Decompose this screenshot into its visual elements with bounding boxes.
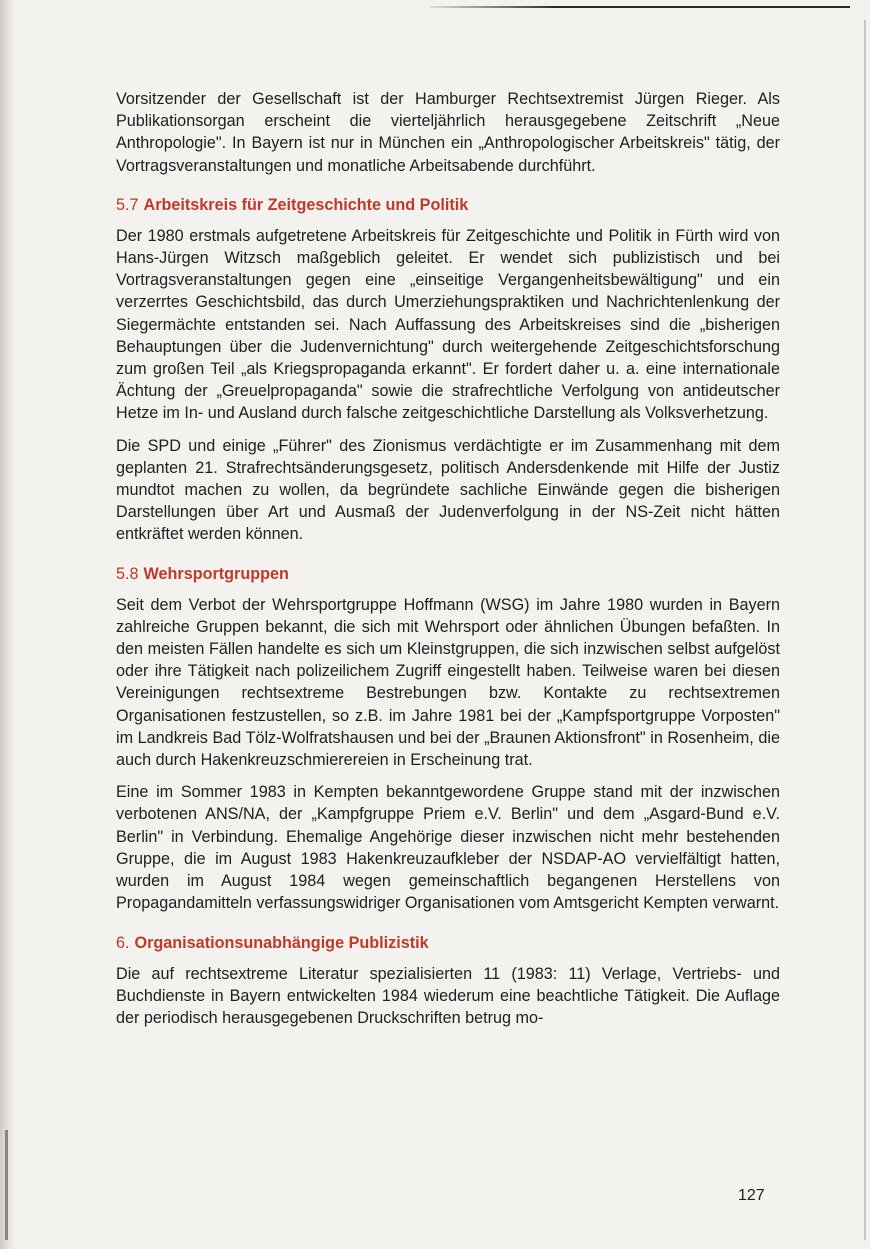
top-scan-rule — [430, 6, 850, 8]
section-heading-5-8 — [116, 563, 780, 585]
page-number: 127 — [738, 1187, 765, 1204]
section-title: Wehrsportgruppen — [143, 564, 289, 583]
page-body — [116, 88, 780, 1029]
section-heading-6 — [116, 932, 780, 954]
section-number: 5.7 — [116, 195, 139, 214]
section-number: 5.8 — [116, 564, 139, 583]
section-title: Arbeitskreis für Zeitgeschichte und Politik — [143, 195, 469, 214]
section-number: 6. — [116, 933, 130, 952]
paragraph-5-8-b: Eine im Sommer 1983 in Kempten bekanntgewordene Gruppe stand mit der inzwischen verbotenen ANS/NA, der „Kampfgruppe Priem e.V. Berlin" und dem „Asgard-Bund e.V. Berlin" in Verbindung. Ehemalige Angehörige dieser inzwischen nicht mehr bestehenden Gruppe, die im August 1983 Hakenkreuzaufkleber der NSDAP-AO vervielfältigt hatten, wurden im August 1984 wegen gemeinschaftlich begangenen Herstellens von Propagandamitteln verfassungswidriger Organisationen vom Amtsgericht Kempten verwarnt. — [116, 783, 780, 913]
section-heading-5-7 — [116, 194, 780, 216]
page-binding-shadow — [0, 0, 14, 1249]
scan-edge-mark — [5, 1130, 8, 1240]
paragraph-6-a: Die auf rechtsextreme Literatur spezialisierten 11 (1983: 11) Verlage, Vertriebs- und Buchdienste in Bayern entwickelten 1984 wiederum eine beachtliche Tätigkeit. Die Auflage der periodisch herausgegebenen Druckschriften betrug mo- — [116, 964, 780, 1027]
paragraph-5-7-a: Der 1980 erstmals aufgetretene Arbeitskreis für Zeitgeschichte und Politik in Fürth wird von Hans-Jürgen Witzsch maßgeblich geleitet. Er wendet sich publizistisch und bei Vortragsveranstaltungen gegen eine „einseitige Vergangenheitsbewältigung" und ein verzerrtes Geschichtsbild, das durch Umerziehungspraktiken und Nachrichtenlenkung der Siegermächte entstanden sei. Nach Auffassung des Arbeitskreises sind die „bisherigen Behauptungen über die Judenvernichtung" durch weitergehende Zeitgeschichtsforschung zum großen Teil „als Kriegspropaganda erkannt". Er fordert daher u. a. eine internationale Ächtung der „Greuelpropaganda" sowie die strafrechtliche Verfolgung von antideutscher Hetze im In- und Ausland durch falsche zeitgeschichtliche Darstellung als Volksverhetzung. — [116, 226, 780, 423]
page-right-edge — [864, 20, 866, 1240]
section-title: Organisationsunabhängige Publizistik — [134, 933, 429, 952]
paragraph-intro: Vorsitzender der Gesellschaft ist der Hamburger Rechtsextremist Jürgen Rieger. Als Publikationsorgan erscheint die vierteljährlich herausgegebene Zeitschrift „Neue Anthropologie". In Bayern ist nur in München ein „Anthropologischer Arbeitskreis" tätig, der Vortragsveranstaltungen und monatliche Arbeitsabende durchführt. — [116, 90, 780, 175]
paragraph-5-7-b: Die SPD und einige „Führer" des Zionismus verdächtigte er im Zusammenhang mit dem geplanten 21. Strafrechtsänderungsgesetz, politisch Andersdenkende mit Hilfe der Justiz mundtot machen zu wollen, da begründete sachliche Einwände gegen die bisherigen Darstellungen über Art und Ausmaß der Judenverfolgung in der NS-Zeit nicht hätten entkräftet werden können. — [116, 436, 780, 544]
paragraph-5-8-a: Seit dem Verbot der Wehrsportgruppe Hoffmann (WSG) im Jahre 1980 wurden in Bayern zahlreiche Gruppen bekannt, die sich mit Wehrsport oder ähnlichen Übungen befaßten. In den meisten Fällen handelte es sich um Kleinstgruppen, die sich inzwischen selbst aufgelöst oder ihre Tätigkeit nach polizeilichem Zugriff eingestellt haben. Teilweise waren bei diesen Vereinigungen rechtsextreme Bestrebungen bzw. Kontakte zu rechtsextremen Organisationen festzustellen, so z.B. im Jahre 1981 bei der „Kampfsportgruppe Vorposten" im Landkreis Bad Tölz-Wolfratshausen und bei der „Braunen Aktionsfront" in Rosenheim, die auch durch Hakenkreuzschmierereien in Erscheinung trat. — [116, 595, 780, 770]
